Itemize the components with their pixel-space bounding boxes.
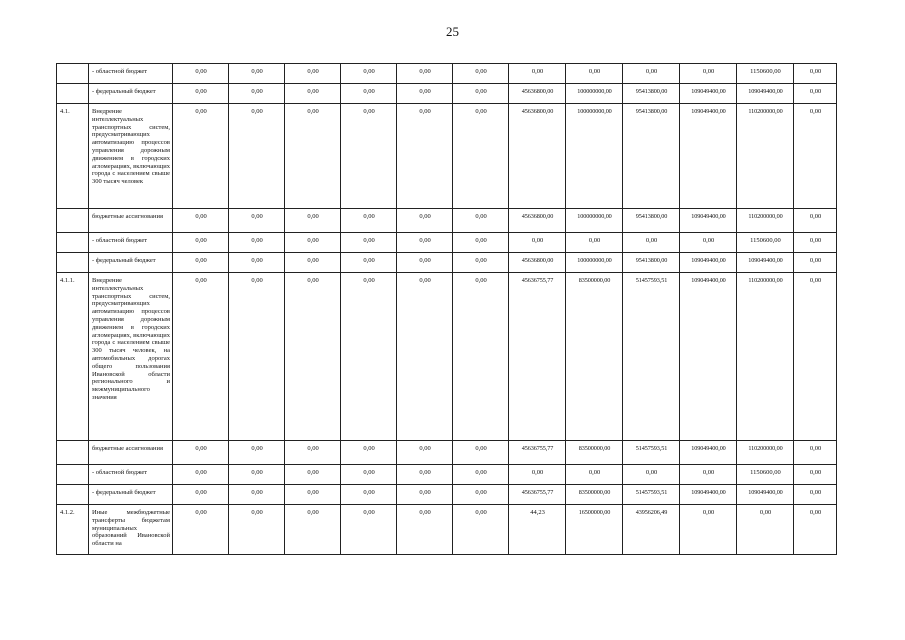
value-cell: 0,00: [397, 485, 453, 505]
value-cell: 0,00: [285, 273, 341, 441]
value-cell: 0,00: [453, 465, 509, 485]
table-row: [57, 209, 837, 233]
value-cell: 0,00: [173, 253, 229, 273]
value-cell: 0,00: [680, 465, 737, 485]
value-cell: 0,00: [285, 441, 341, 465]
value-cell: 0,00: [173, 64, 229, 84]
value-cell: 0,00: [341, 209, 397, 233]
row-label-cell: бюджетные ассигнования: [89, 441, 173, 465]
value-cell: 0,00: [285, 104, 341, 209]
value-cell: 0,00: [509, 64, 566, 84]
value-cell: 0,00: [285, 233, 341, 253]
value-cell: 0,00: [453, 273, 509, 441]
value-cell: 109049400,00: [680, 84, 737, 104]
value-cell: 0,00: [453, 485, 509, 505]
page-number: 25: [446, 24, 459, 39]
value-cell: 0,00: [794, 209, 837, 233]
value-cell: 0,00: [173, 209, 229, 233]
value-cell: 1150600,00: [737, 233, 794, 253]
value-cell: 0,00: [341, 253, 397, 273]
value-cell: 0,00: [509, 465, 566, 485]
value-cell: 0,00: [341, 233, 397, 253]
value-cell: 109049400,00: [680, 441, 737, 465]
row-label-cell: - областной бюджет: [89, 64, 173, 84]
value-cell: 100000000,00: [566, 253, 623, 273]
row-label-cell: - федеральный бюджет: [89, 485, 173, 505]
value-cell: 0,00: [453, 233, 509, 253]
value-cell: 109049400,00: [680, 253, 737, 273]
value-cell: 95413800,00: [623, 84, 680, 104]
value-cell: 0,00: [794, 505, 837, 555]
value-cell: 0,00: [229, 233, 285, 253]
value-cell: 95413800,00: [623, 104, 680, 209]
value-cell: 44,23: [509, 505, 566, 555]
value-cell: 0,00: [341, 104, 397, 209]
value-cell: 0,00: [397, 233, 453, 253]
table-row: [57, 104, 837, 209]
value-cell: 0,00: [453, 209, 509, 233]
table-row: [57, 485, 837, 505]
row-number-cell: 4.1.: [57, 104, 89, 209]
value-cell: 0,00: [341, 465, 397, 485]
value-cell: 0,00: [566, 233, 623, 253]
value-cell: 0,00: [229, 104, 285, 209]
value-cell: 1150600,00: [737, 465, 794, 485]
value-cell: 0,00: [397, 84, 453, 104]
table-row: [57, 465, 837, 485]
value-cell: 0,00: [229, 465, 285, 485]
value-cell: 0,00: [794, 233, 837, 253]
value-cell: 0,00: [397, 273, 453, 441]
value-cell: 45636800,00: [509, 104, 566, 209]
value-cell: 109049400,00: [680, 485, 737, 505]
value-cell: 0,00: [285, 485, 341, 505]
value-cell: 0,00: [509, 233, 566, 253]
row-number-cell: [57, 253, 89, 273]
value-cell: 0,00: [566, 465, 623, 485]
value-cell: 109049400,00: [680, 273, 737, 441]
value-cell: 51457593,51: [623, 273, 680, 441]
value-cell: 109049400,00: [680, 104, 737, 209]
value-cell: 51457593,51: [623, 485, 680, 505]
value-cell: 0,00: [397, 441, 453, 465]
row-number-cell: 4.1.2.: [57, 505, 89, 555]
value-cell: 0,00: [173, 104, 229, 209]
value-cell: 0,00: [285, 64, 341, 84]
value-cell: 45636755,77: [509, 441, 566, 465]
value-cell: 0,00: [623, 465, 680, 485]
row-number-cell: [57, 209, 89, 233]
value-cell: 83500000,00: [566, 485, 623, 505]
row-number-cell: [57, 465, 89, 485]
value-cell: 0,00: [453, 84, 509, 104]
value-cell: 0,00: [453, 441, 509, 465]
value-cell: 0,00: [285, 84, 341, 104]
value-cell: 0,00: [341, 84, 397, 104]
value-cell: 0,00: [623, 233, 680, 253]
value-cell: 109049400,00: [737, 84, 794, 104]
value-cell: 0,00: [173, 273, 229, 441]
value-cell: 0,00: [397, 465, 453, 485]
value-cell: 110200000,00: [737, 441, 794, 465]
table-row: [57, 505, 837, 555]
value-cell: 109049400,00: [680, 209, 737, 233]
table-row: [57, 273, 837, 441]
value-cell: 45636800,00: [509, 253, 566, 273]
value-cell: 83500000,00: [566, 273, 623, 441]
value-cell: 110200000,00: [737, 104, 794, 209]
value-cell: 0,00: [737, 505, 794, 555]
value-cell: 0,00: [794, 64, 837, 84]
value-cell: 0,00: [341, 505, 397, 555]
value-cell: 110200000,00: [737, 273, 794, 441]
value-cell: 0,00: [453, 104, 509, 209]
value-cell: 0,00: [173, 485, 229, 505]
value-cell: 1150600,00: [737, 64, 794, 84]
row-number-cell: [57, 441, 89, 465]
value-cell: 100000000,00: [566, 104, 623, 209]
value-cell: 0,00: [566, 64, 623, 84]
value-cell: 0,00: [794, 104, 837, 209]
table-row: [57, 253, 837, 273]
value-cell: 0,00: [341, 485, 397, 505]
value-cell: 83500000,00: [566, 441, 623, 465]
value-cell: 0,00: [397, 253, 453, 273]
value-cell: 0,00: [397, 505, 453, 555]
row-label-cell: Внедрение интеллектуальных транспортных систем, предусматривающих автоматизацию процессов управления дорожным движением в городских агломерациях, включающих города с населением свыше 300 тысяч человек: [89, 104, 173, 209]
value-cell: 43956206,49: [623, 505, 680, 555]
table-row: [57, 233, 837, 253]
value-cell: 51457593,51: [623, 441, 680, 465]
value-cell: 0,00: [794, 441, 837, 465]
value-cell: 100000000,00: [566, 209, 623, 233]
row-number-cell: [57, 233, 89, 253]
value-cell: 0,00: [229, 64, 285, 84]
value-cell: 0,00: [173, 84, 229, 104]
value-cell: 0,00: [285, 209, 341, 233]
value-cell: 109049400,00: [737, 485, 794, 505]
value-cell: 0,00: [229, 273, 285, 441]
value-cell: 0,00: [229, 441, 285, 465]
table-row: [57, 441, 837, 465]
value-cell: 0,00: [229, 253, 285, 273]
value-cell: 109049400,00: [737, 253, 794, 273]
row-label-cell: - областной бюджет: [89, 465, 173, 485]
value-cell: 0,00: [173, 233, 229, 253]
value-cell: 0,00: [794, 465, 837, 485]
value-cell: 0,00: [680, 64, 737, 84]
value-cell: 110200000,00: [737, 209, 794, 233]
value-cell: 45636755,77: [509, 273, 566, 441]
budget-table: [56, 63, 837, 555]
value-cell: 0,00: [229, 485, 285, 505]
value-cell: 0,00: [341, 64, 397, 84]
value-cell: 45636755,77: [509, 485, 566, 505]
value-cell: 0,00: [680, 233, 737, 253]
row-number-cell: [57, 84, 89, 104]
value-cell: 0,00: [453, 253, 509, 273]
value-cell: 0,00: [229, 505, 285, 555]
value-cell: 0,00: [285, 253, 341, 273]
row-label-cell: Иные межбюджетные трансферты бюджетам муниципальных образований Ивановской области на: [89, 505, 173, 555]
value-cell: 0,00: [453, 505, 509, 555]
value-cell: 0,00: [285, 465, 341, 485]
value-cell: 0,00: [173, 465, 229, 485]
value-cell: 0,00: [794, 273, 837, 441]
value-cell: 0,00: [285, 505, 341, 555]
row-label-cell: бюджетные ассигнования: [89, 209, 173, 233]
value-cell: 0,00: [397, 104, 453, 209]
value-cell: 0,00: [229, 84, 285, 104]
row-number-cell: 4.1.1.: [57, 273, 89, 441]
row-label-cell: - федеральный бюджет: [89, 84, 173, 104]
value-cell: 0,00: [173, 505, 229, 555]
row-number-cell: [57, 64, 89, 84]
row-number-cell: [57, 485, 89, 505]
row-label-cell: - федеральный бюджет: [89, 253, 173, 273]
value-cell: 0,00: [794, 84, 837, 104]
value-cell: 16500000,00: [566, 505, 623, 555]
value-cell: 0,00: [794, 253, 837, 273]
value-cell: 0,00: [623, 64, 680, 84]
value-cell: 95413800,00: [623, 209, 680, 233]
row-label-cell: Внедрение интеллектуальных транспортных систем, предусматривающих автоматизацию процессов управления дорожным движением в городских агломерациях, включающих города с населением свыше 300 тысяч человек, на автомобильных дорогах общего пользования Ивановской области регионального и межмуниципального значения: [89, 273, 173, 441]
value-cell: 0,00: [680, 505, 737, 555]
value-cell: 0,00: [173, 441, 229, 465]
table-body: [57, 64, 837, 555]
value-cell: 45636800,00: [509, 209, 566, 233]
value-cell: 45636800,00: [509, 84, 566, 104]
table-row: [57, 64, 837, 84]
value-cell: 0,00: [453, 64, 509, 84]
value-cell: 95413800,00: [623, 253, 680, 273]
value-cell: 0,00: [794, 485, 837, 505]
value-cell: 0,00: [397, 209, 453, 233]
value-cell: 0,00: [341, 441, 397, 465]
value-cell: 0,00: [229, 209, 285, 233]
row-label-cell: - областной бюджет: [89, 233, 173, 253]
value-cell: 100000000,00: [566, 84, 623, 104]
value-cell: 0,00: [341, 273, 397, 441]
value-cell: 0,00: [397, 64, 453, 84]
table-row: [57, 84, 837, 104]
